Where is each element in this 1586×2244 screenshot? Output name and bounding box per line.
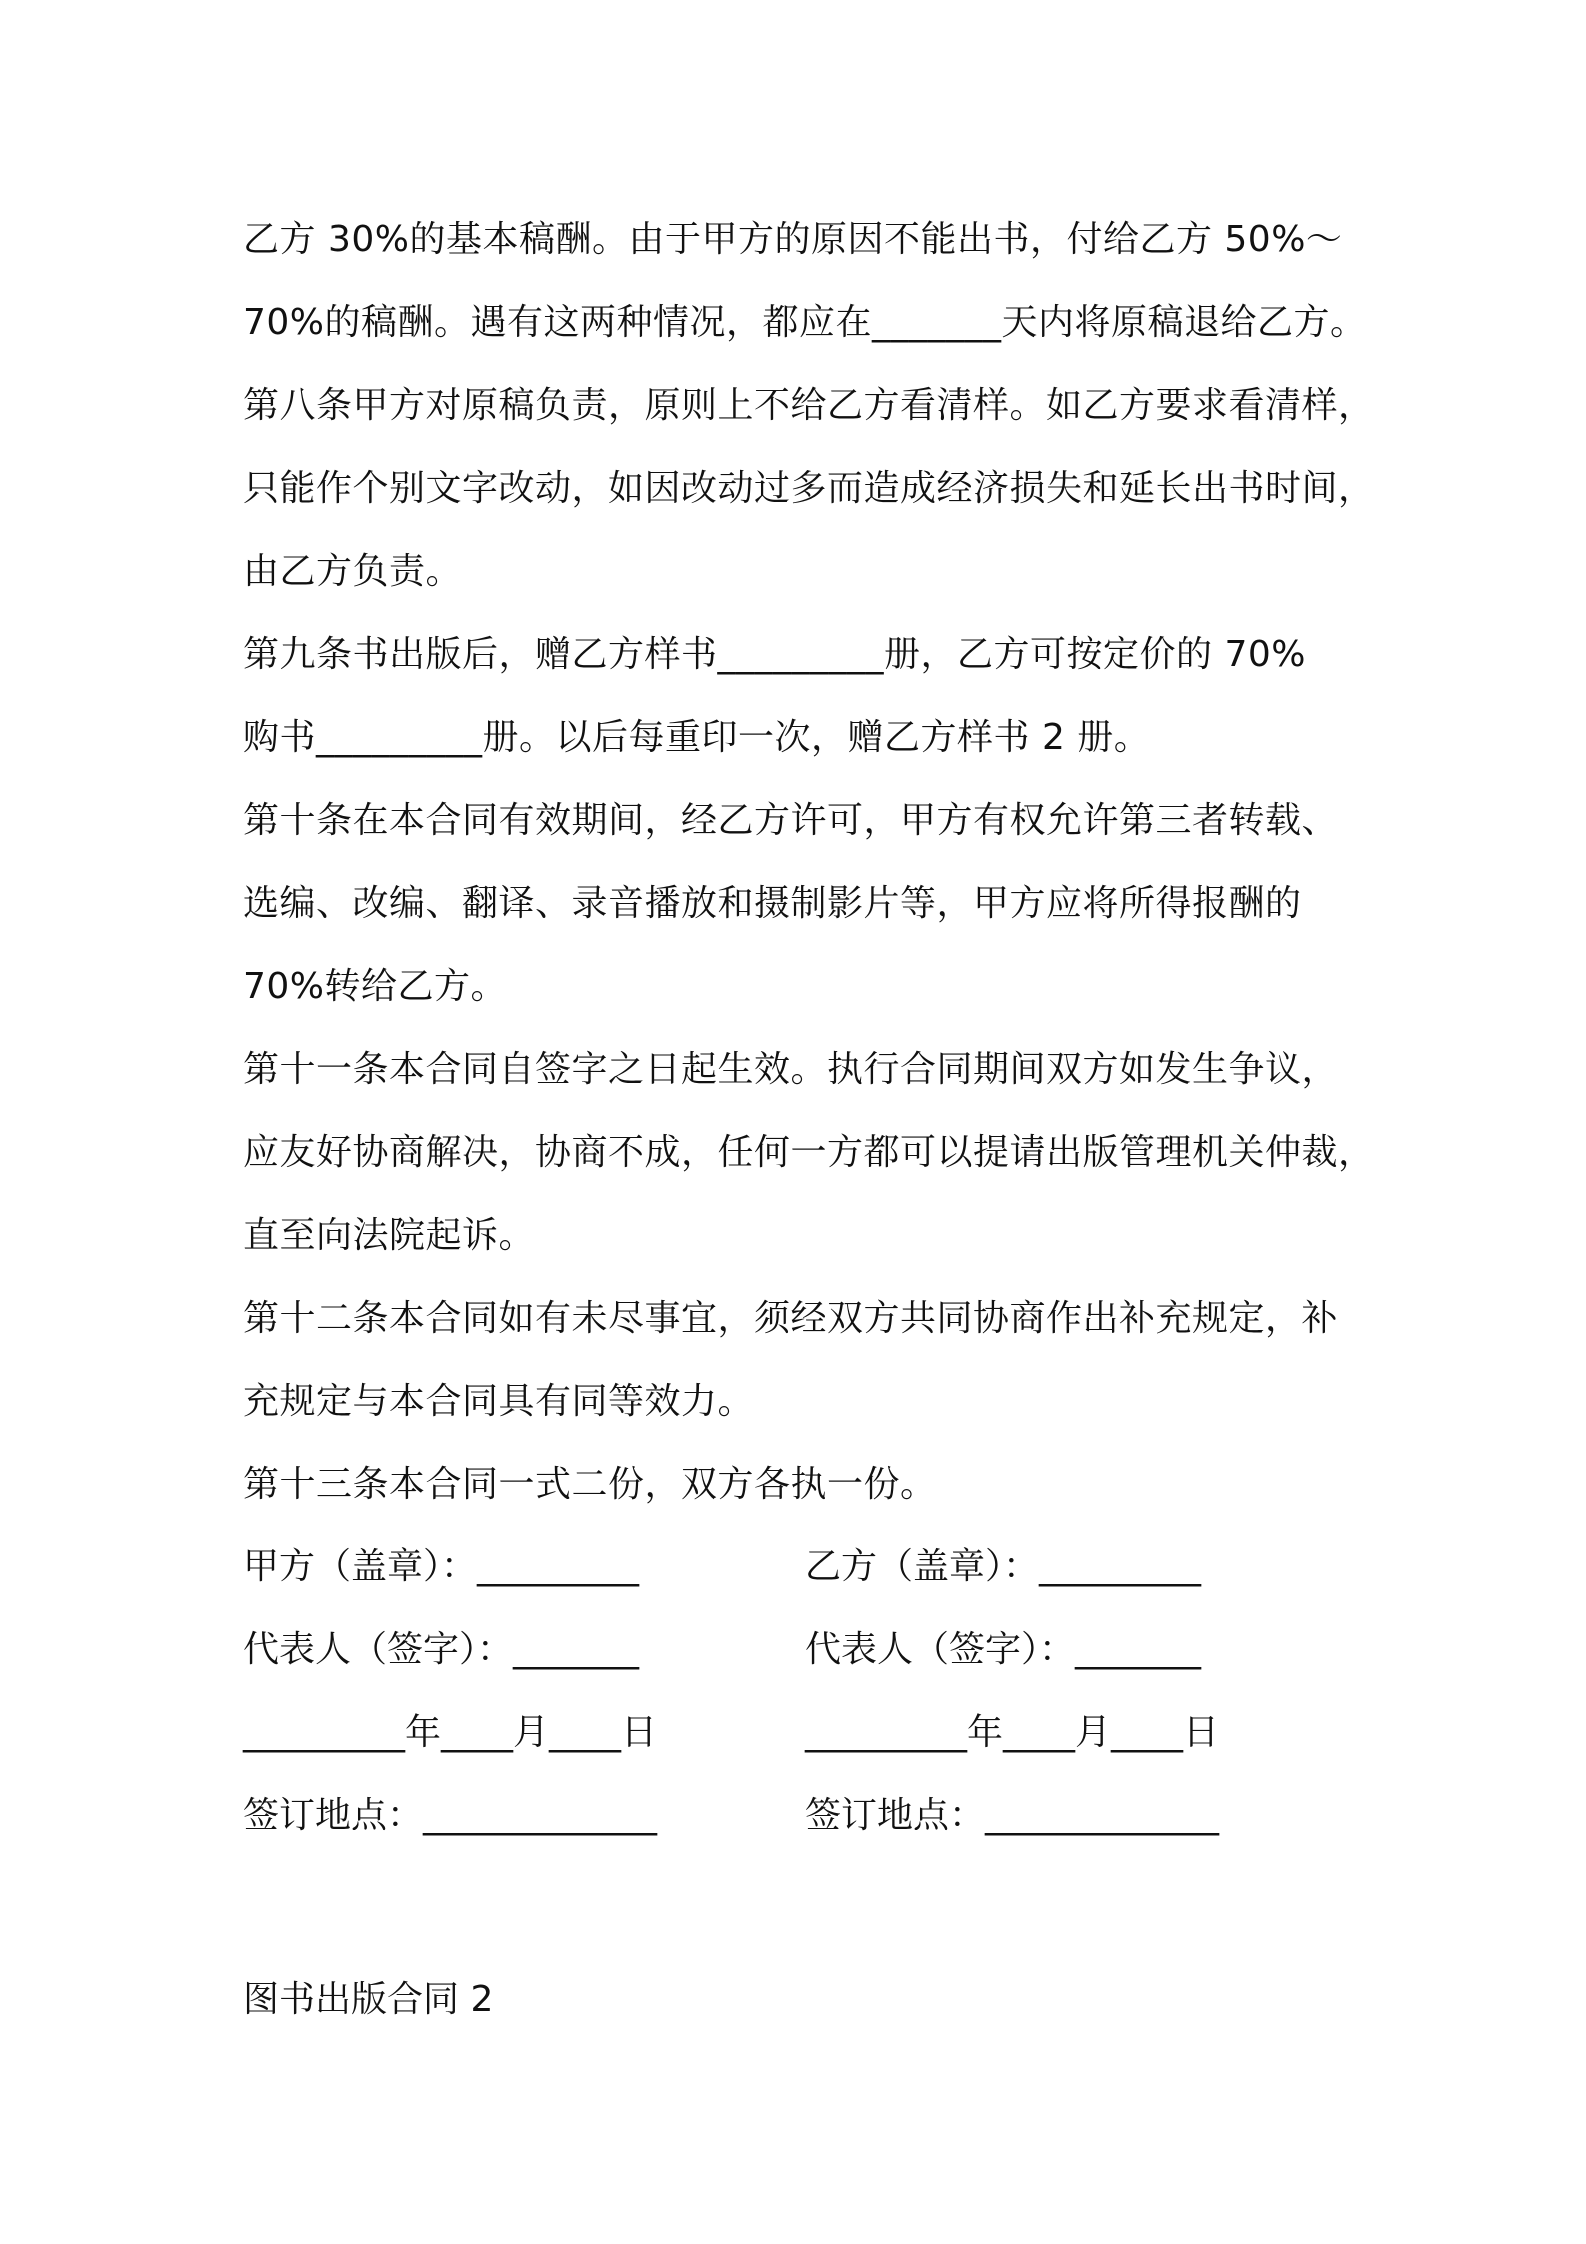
text-line: 由乙方负责。 (243, 551, 463, 592)
text-line: 第十三条本合同一式二份，双方各执一份。 (243, 1464, 937, 1505)
party-b-date-field: _________年____月____日 (805, 1712, 1219, 1753)
text-line: 第十一条本合同自签字之日起生效。执行合同期间双方如发生争议， (243, 1049, 1339, 1090)
text-line: 第十条在本合同有效期间，经乙方许可，甲方有权允许第三者转载、 (243, 800, 1339, 841)
text-line: 购书_________册。以后每重印一次，赠乙方样书 2 册。 (243, 717, 1151, 758)
signature-place-row (243, 1774, 1383, 1857)
text-line: 第八条甲方对原稿负责，原则上不给乙方看清样。如乙方要求看清样， (243, 385, 1375, 426)
signature-date-row (243, 1691, 1383, 1774)
text-line: 70%的稿酬。遇有这两种情况，都应在_______天内将原稿退给乙方。 (243, 302, 1367, 343)
text-line: 选编、改编、翻译、录音播放和摄制影片等，甲方应将所得报酬的 (243, 883, 1302, 924)
contract-body (243, 198, 1383, 1526)
text-line: 第十二条本合同如有未尽事宜，须经双方共同协商作出补充规定，补 (243, 1298, 1339, 1339)
party-a-date-field: _________年____月____日 (243, 1712, 657, 1753)
party-b-seal-field: 乙方（盖章）：_________ (805, 1546, 1202, 1587)
party-b-rep-field: 代表人（签字）：_______ (805, 1629, 1202, 1670)
party-a-rep-field: 代表人（签字）：_______ (243, 1629, 640, 1670)
party-a-place-field: 签订地点：_____________ (243, 1795, 658, 1836)
next-section-title: 图书出版合同 2 (243, 1979, 494, 2020)
text-line: 应友好协商解决，协商不成，任何一方都可以提请出版管理机关仲裁， (243, 1132, 1375, 1173)
text-line: 乙方 30%的基本稿酬。由于甲方的原因不能出书，付给乙方 50%～ (243, 219, 1343, 260)
party-a-seal-field: 甲方（盖章）：_________ (243, 1546, 640, 1587)
text-line: 第九条书出版后，赠乙方样书_________册，乙方可按定价的 70% (243, 634, 1306, 675)
text-line: 直至向法院起诉。 (243, 1215, 536, 1256)
signature-block (243, 1525, 1383, 1857)
text-line: 只能作个别文字改动，如因改动过多而造成经济损失和延长出书时间， (243, 468, 1375, 509)
party-b-place-field: 签订地点：_____________ (805, 1795, 1220, 1836)
signature-rep-row (243, 1608, 1383, 1691)
signature-seal-row (243, 1525, 1383, 1608)
text-line: 充规定与本合同具有同等效力。 (243, 1381, 755, 1422)
text-line: 70%转给乙方。 (243, 966, 508, 1007)
